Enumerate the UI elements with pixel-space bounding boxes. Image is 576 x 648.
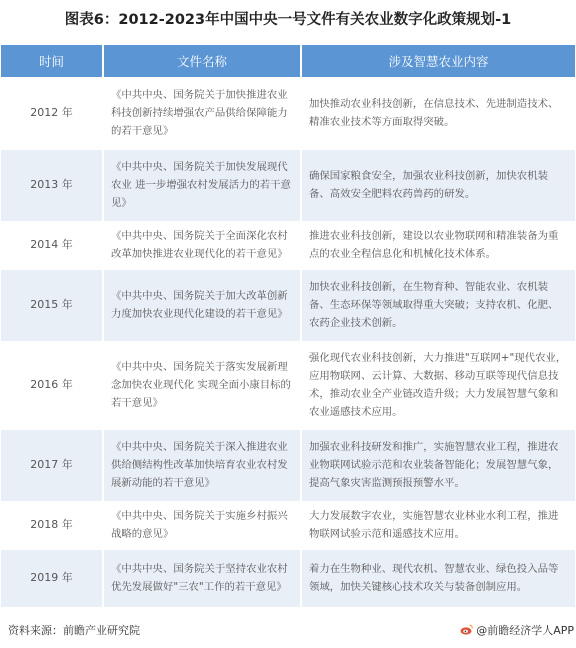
row-document-name: 《中共中央、国务院关于实施乡村振兴战略的意见》 bbox=[103, 501, 301, 549]
row-content: 着力在生物种业、现代农机、智慧农业、绿色投入品等领域，加快关键核心技术攻关与装备创制应用。 bbox=[301, 549, 575, 607]
source-note: 资料来源：前瞻产业研究院 bbox=[8, 624, 140, 637]
header-document-name: 文件名称 bbox=[103, 45, 301, 77]
row-content: 大力发展数字农业，实施智慧农业林业水利工程，推进物联网试验示范和遥感技术应用。 bbox=[301, 501, 575, 549]
row-content: 加强农业科技研发和推广，实施智慧农业工程，推进农业物联网试验示范和农业装备智能化；发展智慧气象，提高气象灾害监测预报预警水平。 bbox=[301, 429, 575, 501]
table-row bbox=[1, 149, 575, 221]
row-document-name: 《中共中央、国务院关于加快推进农业科技创新持续增强农产品供给保障能力的若干意见》 bbox=[103, 77, 301, 149]
row-content: 确保国家粮食安全，加强农业科技创新，加快农机装备、高效安全肥料农药兽药的研发。 bbox=[301, 149, 575, 221]
table-row bbox=[1, 77, 575, 149]
brand-credit bbox=[460, 620, 574, 642]
row-content: 强化现代农业科技创新，大力推进"互联网+"现代农业，应用物联网、云计算、大数据、移动互联等现代信息技术，推动农业全产业链改造升级；大力发展智慧气象和农业遥感技术应用。 bbox=[301, 341, 575, 429]
table-row bbox=[1, 549, 575, 607]
row-year: 2019 年 bbox=[1, 549, 103, 607]
table-header-row bbox=[1, 45, 575, 77]
row-document-name: 《中共中央、国务院关于全面深化农村改革加快推进农业现代化的若干意见》 bbox=[103, 221, 301, 269]
weibo-icon bbox=[460, 624, 473, 635]
row-document-name: 《中共中央、国务院关于加快发展现代农业 进一步增强农村发展活力的若干意见》 bbox=[103, 149, 301, 221]
row-year: 2017 年 bbox=[1, 429, 103, 501]
header-content: 涉及智慧农业内容 bbox=[301, 45, 575, 77]
row-year: 2013 年 bbox=[1, 149, 103, 221]
table-row bbox=[1, 429, 575, 501]
row-document-name: 《中共中央、国务院关于加大改革创新力度加快农业现代化建设的若干意见》 bbox=[103, 269, 301, 341]
brand-text: @前瞻经济学人APP bbox=[476, 624, 574, 637]
footer bbox=[0, 620, 576, 642]
table-row bbox=[1, 221, 575, 269]
row-year: 2015 年 bbox=[1, 269, 103, 341]
row-content: 推进农业科技创新，建设以农业物联网和精准装备为重点的农业全程信息化和机械化技术体系。 bbox=[301, 221, 575, 269]
table-row bbox=[1, 341, 575, 429]
row-year: 2018 年 bbox=[1, 501, 103, 549]
policy-table bbox=[1, 45, 575, 608]
row-year: 2014 年 bbox=[1, 221, 103, 269]
figure-title: 图表6：2012-2023年中国中央一号文件有关农业数字化政策规划-1 bbox=[64, 12, 512, 28]
table-row bbox=[1, 501, 575, 549]
table-row bbox=[1, 269, 575, 341]
row-content: 加快推动农业科技创新，在信息技术、先进制造技术、精准农业技术等方面取得突破。 bbox=[301, 77, 575, 149]
row-year: 2012 年 bbox=[1, 77, 103, 149]
row-document-name: 《中共中央、国务院关于坚持农业农村优先发展做好"三农"工作的若干意见》 bbox=[103, 549, 301, 607]
row-content: 加快农业科技创新，在生物育种、智能农业、农机装备、生态环保等领域取得重大突破；支持农机、化肥、农药企业技术创新。 bbox=[301, 269, 575, 341]
row-document-name: 《中共中央、国务院关于落实发展新理念加快农业现代化 实现全面小康目标的若干意见》 bbox=[103, 341, 301, 429]
row-year: 2016 年 bbox=[1, 341, 103, 429]
header-year: 时间 bbox=[1, 45, 103, 77]
row-document-name: 《中共中央、国务院关于深入推进农业供给侧结构性改革加快培育农业农村发展新动能的若干意见》 bbox=[103, 429, 301, 501]
